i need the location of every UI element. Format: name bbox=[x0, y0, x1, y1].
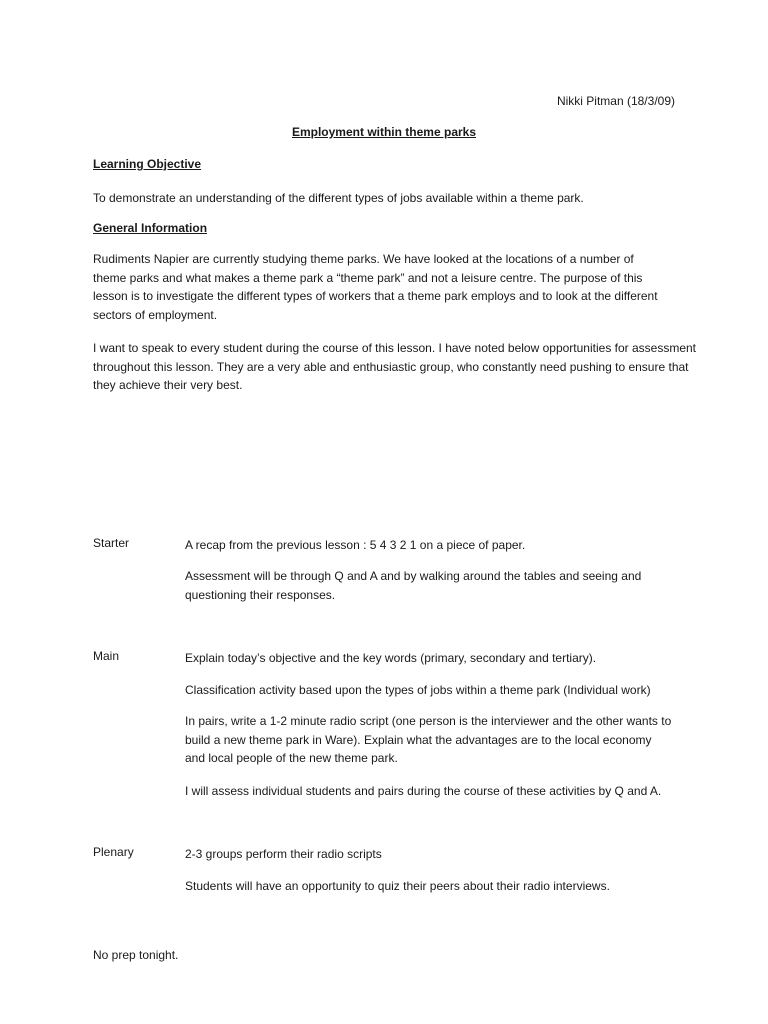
main-item: Classification activity based upon the types of jobs within a theme park (Individual work) bbox=[185, 683, 651, 697]
plenary-item: 2-3 groups perform their radio scripts bbox=[185, 847, 382, 861]
main-item: I will assess individual students and pairs during the course of these activities by Q and A. bbox=[185, 784, 662, 798]
plenary-item: Students will have an opportunity to quiz their peers about their radio interviews. bbox=[185, 879, 610, 893]
main-item: In pairs, write a 1-2 minute radio script (one person is the interviewer and the other wants to build a new theme park in Ware). Explain what the advantages are to the local economy and local people of the new theme park. bbox=[185, 714, 672, 765]
main-item: Explain today’s objective and the key words (primary, secondary and tertiary). bbox=[185, 651, 597, 665]
learning-objective-heading: Learning Objective bbox=[93, 157, 202, 171]
document-title: Employment within theme parks bbox=[291, 125, 477, 139]
general-information-paragraph: I want to speak to every student during the course of this lesson. I have noted below opportunities for assessment throughout this lesson. They are a very able and enthusiastic group, who constantly need pushing to ensure that they achieve their very best. bbox=[93, 341, 697, 392]
starter-label: Starter bbox=[93, 536, 130, 550]
main-label: Main bbox=[93, 649, 120, 663]
general-information-heading: General Information bbox=[93, 221, 208, 235]
starter-item: A recap from the previous lesson : 5 4 3 2 1 on a piece of paper. bbox=[185, 538, 526, 552]
learning-objective-text: To demonstrate an understanding of the different types of jobs available within a theme park. bbox=[93, 191, 584, 205]
plenary-label: Plenary bbox=[93, 845, 134, 859]
author-date: Nikki Pitman (18/3/09) bbox=[556, 94, 675, 108]
general-information-paragraph: Rudiments Napier are currently studying theme parks. We have looked at the locations of a number of theme parks and what makes a theme park a “theme park” and not a leisure centre. The purpose of this lesson is to investigate the different types of workers that a theme park employs and to look at the different sectors of employment. bbox=[93, 252, 658, 322]
starter-item: Assessment will be through Q and A and by walking around the tables and seeing and questioning their responses. bbox=[185, 569, 642, 602]
footer-note: No prep tonight. bbox=[93, 948, 179, 962]
